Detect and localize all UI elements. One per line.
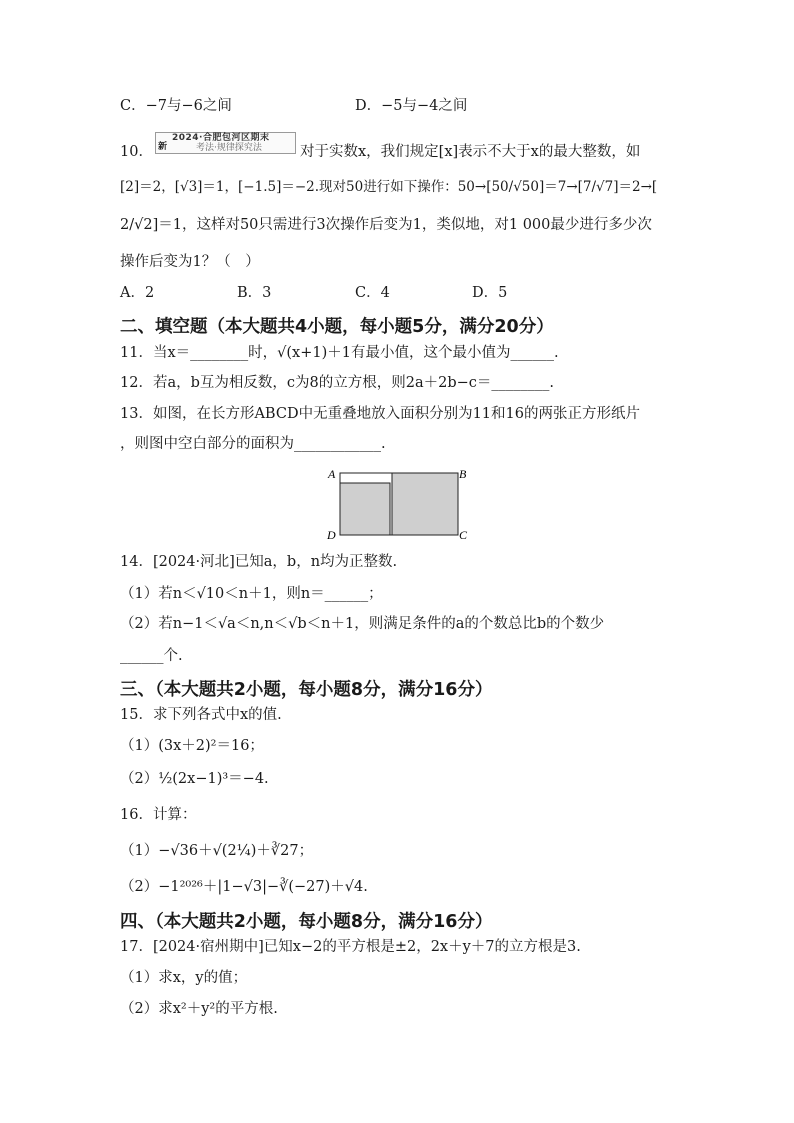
question-17: 17．[2024·宿州期中]已知x−2的平方根是±2，2x＋y＋7的立方根是3. [120,939,581,955]
rectangle-figure [322,463,482,543]
question-10-line-1: 对于实数x，我们规定[x]表示不大于x的最大整数，如 [300,144,641,160]
question-10-line-2: [2]＝2，[√3]＝1，[−1.5]＝−2.现对50进行如下操作：50→[50/√50]＝7→[7/√7]＝2→[ [120,179,658,195]
section-3-heading: 三、（本大题共2小题，每小题8分，满分16分） [120,680,493,700]
small-square [340,483,390,535]
vertex-a-label: A [328,467,336,481]
question-16-part-1: （1）−√36＋√(2¼)＋∛27； [120,843,314,859]
question-17-part-1: （1）求x，y的值； [120,970,248,986]
question-10-line-3: 2/√2]＝1，这样对50只需进行3次操作后变为1，类似地，对1 000最少进行多少次 [120,217,652,233]
option-c-q10: C．4 [355,285,390,301]
question-14-part-2: （2）若n−1＜√a＜n,n＜√b＜n＋1，则满足条件的a的个数总比b的个数少 [120,616,605,632]
question-11: 11．当x＝________时，√(x+1)＋1有最小值，这个最小值为______. [120,345,559,361]
option-c-q9: C．−7与−6之间 [120,98,232,114]
question-16-part-2: （2）−1²⁰²⁶＋|1−√3|−∛(−27)＋√4. [120,879,368,895]
question-15-part-2: （2）½(2x−1)³＝−4. [120,771,269,787]
question-16: 16．计算： [120,807,197,823]
vertex-d-label: D [327,528,336,542]
section-2-heading: 二、填空题（本大题共4小题，每小题5分，满分20分） [120,317,554,337]
question-10-number: 10． [120,144,153,160]
option-d-q9: D．−5与−4之间 [355,98,468,114]
large-square [392,473,458,535]
option-d-q10: D．5 [472,285,508,301]
question-15: 15．求下列各式中x的值. [120,707,282,723]
section-4-heading: 四、（本大题共2小题，每小题8分，满分16分） [120,912,493,932]
question-14-part-2-blank: ______个. [120,648,183,664]
badge-new: 新 [158,142,168,152]
vertex-c-label: C [459,528,468,542]
question-14: 14．[2024·河北]已知a，b，n均为正整数. [120,554,398,570]
question-13-line-2: ，则图中空白部分的面积为____________. [120,436,386,452]
source-badge [155,132,296,154]
option-b-q10: B．3 [237,285,272,301]
vertex-b-label: B [459,467,467,481]
option-a-q10: A．2 [120,285,155,301]
badge-method: 考法·规律探究法 [196,143,262,153]
question-10-line-4: 操作后变为1？（ ） [120,254,260,270]
question-12: 12．若a，b互为相反数，c为8的立方根，则2a＋2b−c＝________. [120,375,554,391]
question-14-part-1: （1）若n＜√10＜n＋1，则n＝______； [120,586,383,602]
badge-source: 2024·合肥包河区期末 [172,133,270,143]
question-13-line-1: 13．如图，在长方形ABCD中无重叠地放入面积分别为11和16的两张正方形纸片 [120,406,640,422]
question-17-part-2: （2）求x²＋y²的平方根. [120,1001,278,1017]
question-15-part-1: （1）(3x＋2)²＝16； [120,738,264,754]
